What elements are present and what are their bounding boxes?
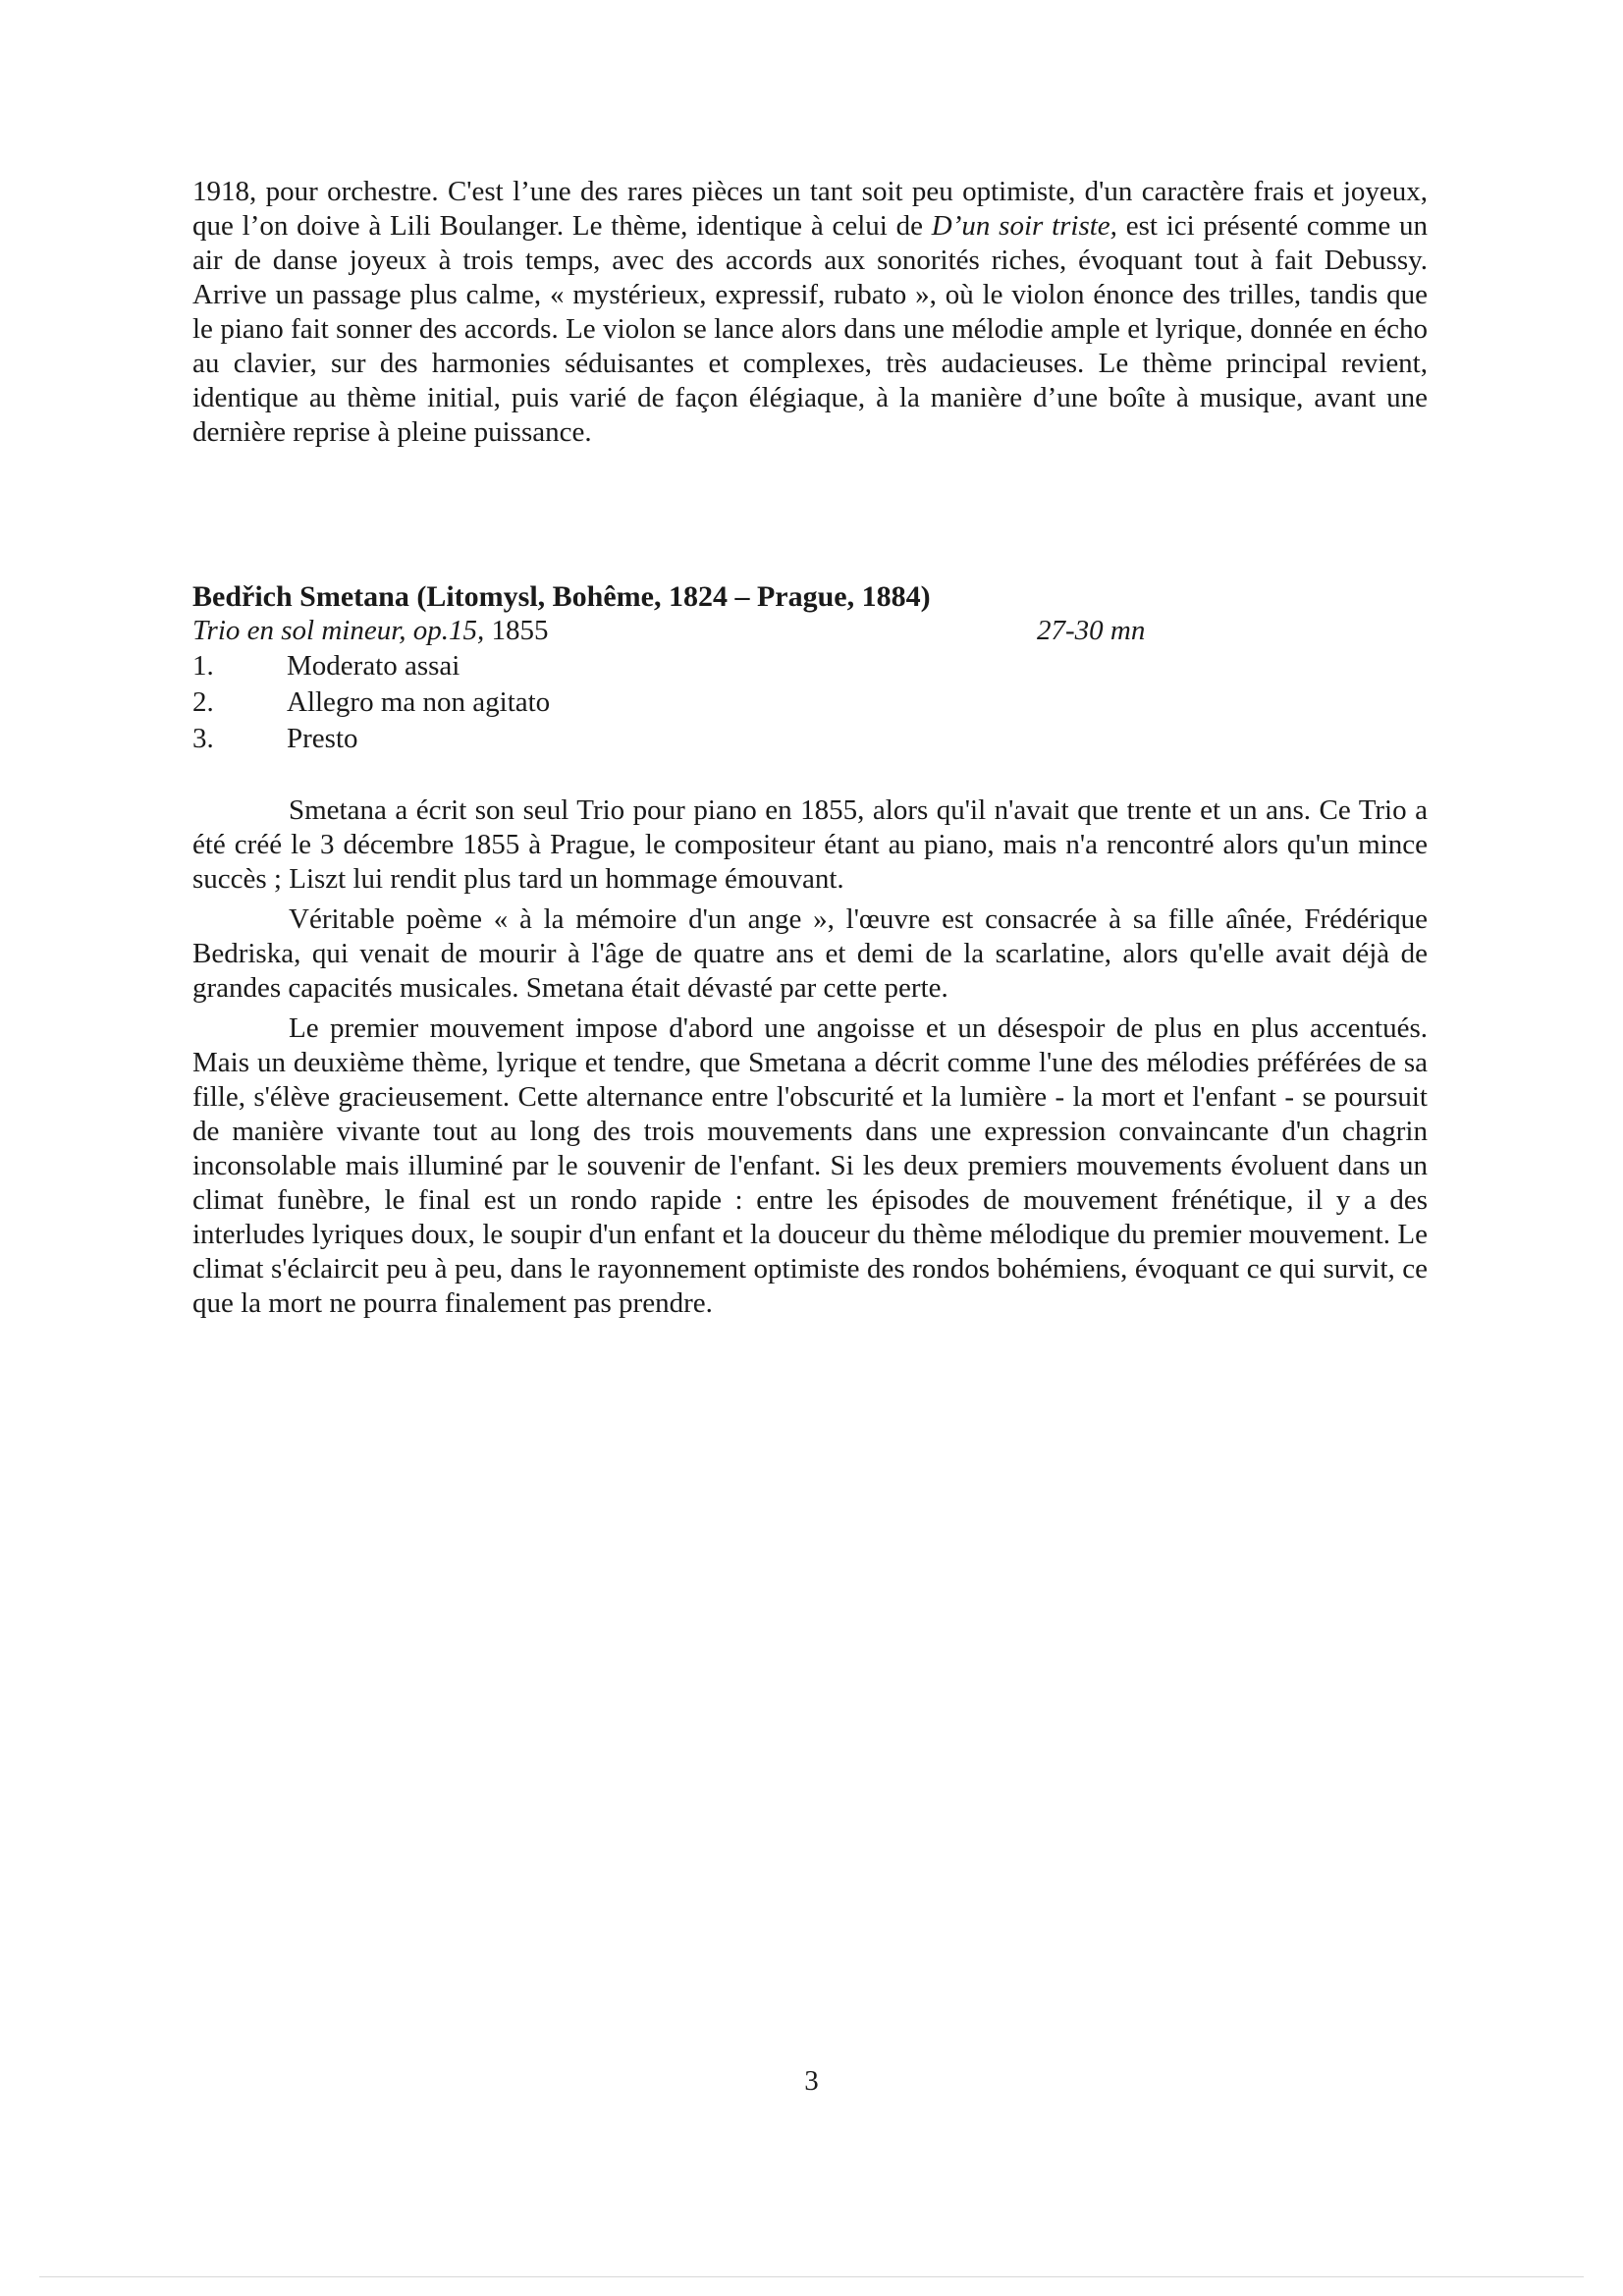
movement-name: Moderato assai — [287, 650, 460, 682]
movement-name: Presto — [287, 723, 358, 754]
work-duration: 27-30 mn — [1037, 615, 1146, 646]
composer-heading: Bedřich Smetana (Litomysl, Bohême, 1824 – Prague, 1884) — [192, 580, 931, 613]
body-paragraph-3: Le premier mouvement impose d'abord une angoisse et un désespoir de plus en plus accentués. Mais un deuxième thème, lyrique et tendre, que Smetana a décrit comme l'une des mélodies préférées de sa fille, s'élève gracieusement. Cette alternance entre l'obscurité et la lumière - la mort et l'enfant - se poursuit de manière vivante tout au long des trois mouvements dans une expression convaincante d'un chagrin inconsolable mais illuminé par le souvenir de l'enfant. Si les deux premiers mouvements évoluent dans un climat funèbre, le final est un rondo rapide : entre les épisodes de mouvement frénétique, il y a des interludes lyriques doux, le soupir d'un enfant et la douceur du thème mélodique du premier mouvement. Le climat s'éclaircit peu à peu, dans le rayonnement optimiste des rondos bohémiens, évoquant ce qui survit, ce que la mort ne pourra finalement pas prendre. — [192, 1012, 1428, 1319]
intro-text-part2: est ici présenté comme un air de danse joyeux à trois temps, avec des accords aux sonorités riches, évoquant tout à fait Debussy. Arrive un passage plus calme, « mystérieux, expressif, rubato », où le violon énonce des trilles, tandis que le piano fait sonner des accords. Le violon se lance alors dans une mélodie ample et lyrique, donnée en écho au clavier, sur des harmonies séduisantes et complexes, très audacieuses. Le thème principal revient, identique au thème initial, puis varié de façon élégiaque, à la manière d’une boîte à musique, avant une dernière reprise à pleine puissance. — [192, 210, 1428, 448]
page-number: 3 — [804, 2065, 819, 2097]
intro-italic-title: D’un soir triste, — [931, 210, 1117, 242]
bottom-divider — [39, 2276, 1584, 2277]
work-title: Trio en sol mineur, op.15, — [192, 615, 485, 646]
movement-number: 1. — [192, 650, 214, 682]
movement-number: 3. — [192, 723, 214, 754]
movement-number: 2. — [192, 686, 214, 718]
work-year: 1855 — [484, 615, 549, 646]
intro-paragraph — [192, 175, 1428, 450]
intro-text-part1: 1918, pour orchestre. C'est l’une des rares pièces un tant soit peu optimiste, d'un caractère frais et joyeux, que l’on doive à Lili Boulanger. Le thème, identique à celui de — [192, 176, 1428, 242]
movement-name: Allegro ma non agitato — [287, 686, 551, 718]
body-paragraph-2: Véritable poème « à la mémoire d'un ange », l'œuvre est consacrée à sa fille aînée, Frédérique Bedriska, qui venait de mourir à l'âge de quatre ans et demi de la scarlatine, alors qu'elle avait déjà de grandes capacités musicales. Smetana était dévasté par cette perte. — [192, 903, 1428, 1004]
body-paragraph-1: Smetana a écrit son seul Trio pour piano en 1855, alors qu'il n'avait que trente et un ans. Ce Trio a été créé le 3 décembre 1855 à Prague, le compositeur étant au piano, mais n'a rencontré alors qu'un mince succès ; Liszt lui rendit plus tard un hommage émouvant. — [192, 794, 1428, 895]
